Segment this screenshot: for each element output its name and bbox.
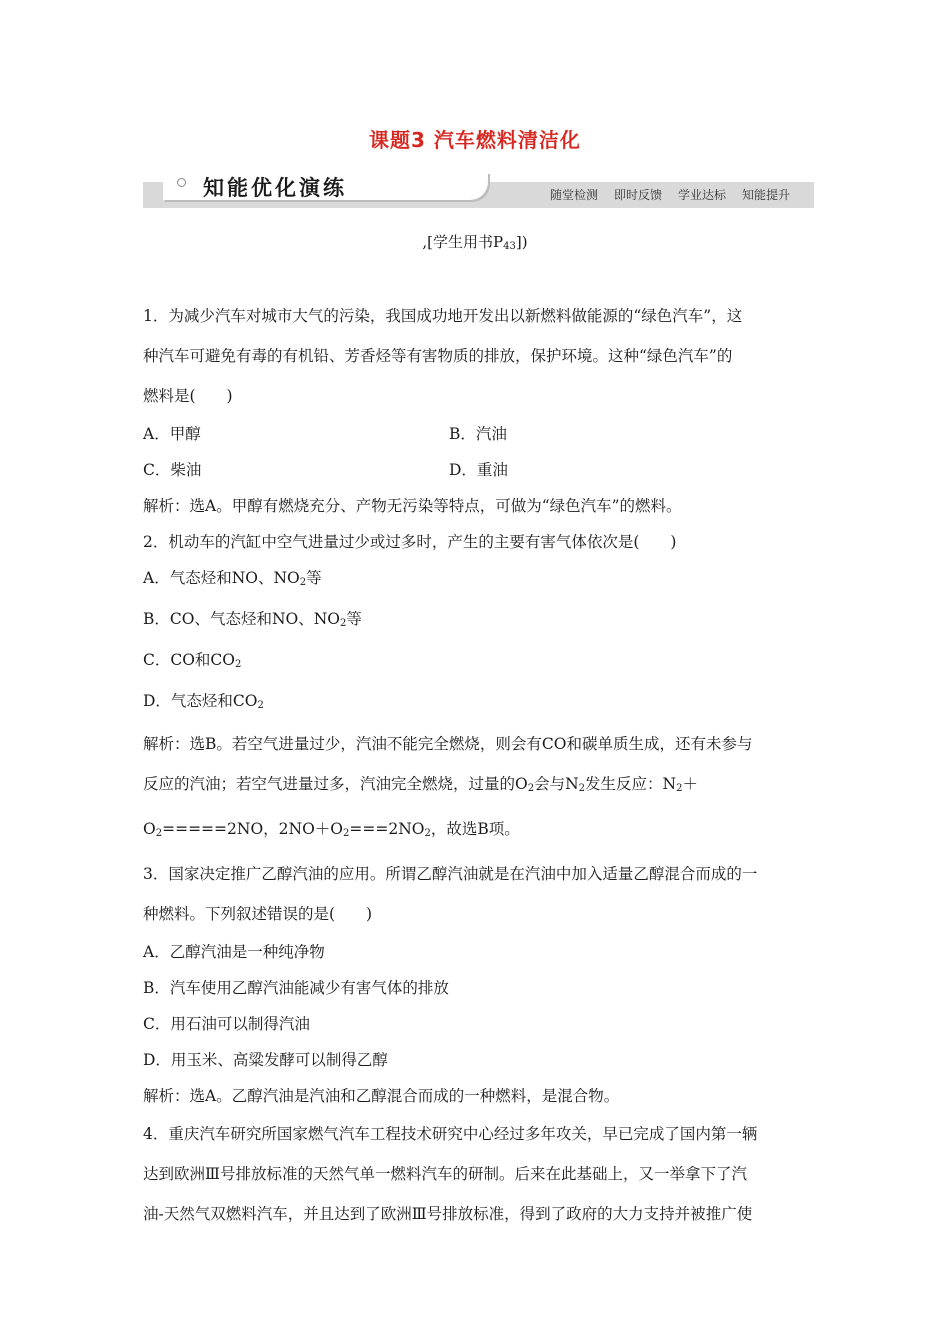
question-4-line: 达到欧洲Ⅲ号排放标准的天然气单一燃料汽车的研制。后来在此基础上，又一举拿下了汽 <box>143 1165 747 1183</box>
exercise-content <box>143 296 811 1234</box>
question-1-line: 1．为减少汽车对城市大气的污染，我国成功地开发出以新燃料做能源的“绿色汽车”，这 <box>143 307 743 325</box>
option-b: B．CO、气态烃和NO、$NO_2$等 <box>143 610 362 629</box>
option-a: A．甲醇 <box>143 425 201 443</box>
option-d: D．用玉米、高粱发酵可以制得乙醇 <box>143 1051 388 1069</box>
options-row <box>143 416 811 452</box>
question-3-line: 3．国家决定推广乙醇汽油的应用。所谓乙醇汽油就是在汽油中加入适量乙醇混合而成的一 <box>143 865 758 883</box>
option-d: D．气态烃和$CO_2$ <box>143 692 264 711</box>
banner-tab <box>163 172 488 200</box>
question-1-line: 种汽车可避免有毒的有机铅、芳香烃等有害物质的排放，保护环境。这种“绿色汽车”的 <box>143 347 733 365</box>
banner-tag: 知能提升 <box>741 188 790 202</box>
option-c: C．用石油可以制得汽油 <box>143 1015 310 1033</box>
option-c: C．柴油 <box>143 461 202 479</box>
analysis-3: 解析：选A。乙醇汽油是汽油和乙醇混合而成的一种燃料，是混合物。 <box>143 1087 620 1105</box>
banner-tag: 学业达标 <box>677 188 726 202</box>
analysis-2-line: $O_2=====2NO$，$2NO+O_2===2NO_2$，故选B项。 <box>143 820 520 839</box>
option-a: A．乙醇汽油是一种纯净物 <box>143 943 325 961</box>
page-title: 课题3 汽车燃料清洁化 <box>369 128 581 152</box>
option-b: B．汽车使用乙醇汽油能减少有害气体的排放 <box>143 979 449 997</box>
question-3-line: 种燃料。下列叙述错误的是( ) <box>143 905 373 923</box>
option-d: D．重油 <box>449 461 508 479</box>
question-2-stem: 2．机动车的汽缸中空气进量过少或过多时，产生的主要有害气体依次是( ) <box>143 533 677 551</box>
question-4-line: 油-天然气双燃料汽车，并且达到了欧洲Ⅲ号排放标准，得到了政府的大力支持并被推广使 <box>143 1205 753 1223</box>
option-c: C．CO和$CO_2$ <box>143 651 242 670</box>
question-1-line: 燃料是( ) <box>143 387 233 405</box>
banner-label: 知能优化演练 <box>203 176 347 200</box>
options-row <box>143 452 811 488</box>
option-b: B．汽油 <box>449 425 507 443</box>
banner-tag: 即时反馈 <box>613 188 662 202</box>
banner-tag: 随堂检测 <box>549 188 598 202</box>
section-banner <box>143 172 814 208</box>
book-reference: ,[学生用书$P_{43}$]) <box>422 233 528 252</box>
analysis-1: 解析：选A。甲醇有燃烧充分、产物无污染等特点，可做为“绿色汽车”的燃料。 <box>143 497 682 515</box>
banner-tags <box>550 186 790 203</box>
option-a: A．气态烃和NO、$NO_2$等 <box>143 569 322 588</box>
bullet-icon <box>177 178 186 187</box>
question-4-line: 4．重庆汽车研究所国家燃气汽车工程技术研究中心经过多年攻关，早已完成了国内第一辆 <box>143 1125 758 1143</box>
analysis-2-line: 解析：选B。若空气进量过少，汽油不能完全燃烧，则会有CO和碳单质生成，还有未参与 <box>143 735 753 753</box>
analysis-2-line: 反应的汽油；若空气进量过多，汽油完全燃烧，过量的$O_2$会与$N_2$发生反应：$N_2+$ <box>143 775 699 794</box>
